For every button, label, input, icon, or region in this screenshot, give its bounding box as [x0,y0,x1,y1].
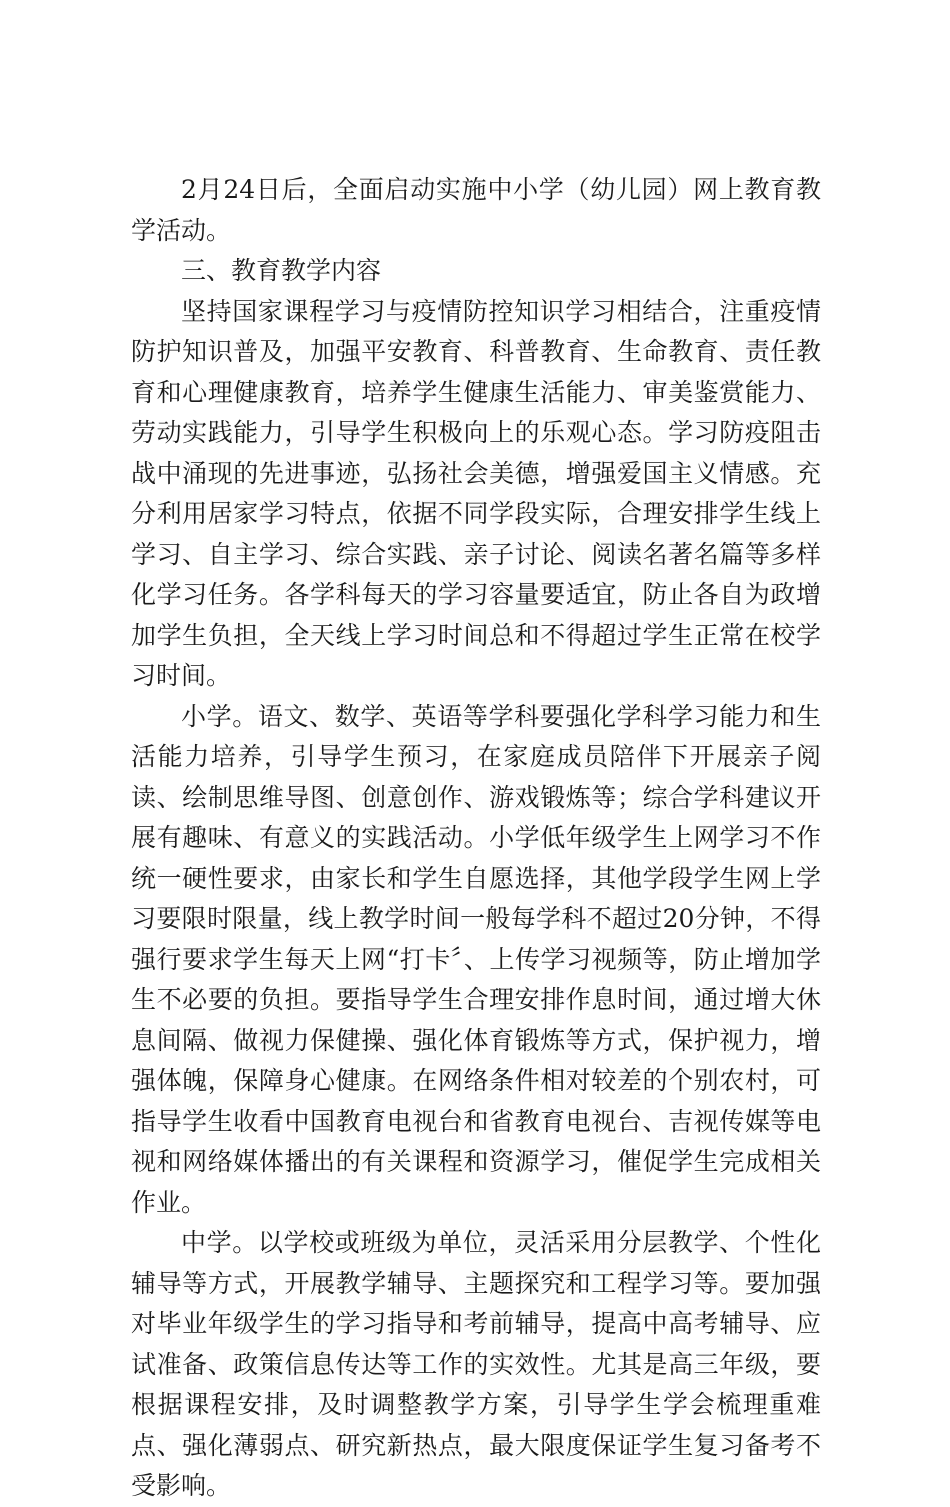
document-body [131,170,821,1507]
paragraph-primary-school: 小学。语文、数学、英语等学科要强化学科学习能力和生活能力培养，引导学生预习，在家庭成员陪伴下开展亲子阅读、绘制思维导图、创意创作、游戏锻炼等；综合学科建议开展有趣味、有意义的实践活动。小学低年级学生上网学习不作统一硬性要求，由家长和学生自愿选择，其他学段学生网上学习要限时限量，线上教学时间一般每学科不超过20分钟，不得强行要求学生每天上网“打卡〞、上传学习视频等，防止增加学生不必要的负担。要指导学生合理安排作息时间，通过增大休息间隔、做视力保健操、强化体育锻炼等方式，保护视力，增强体魄，保障身心健康。在网络条件相对较差的个别农村，可指导学生收看中国教育电视台和省教育电视台、吉视传媒等电视和网络媒体播出的有关课程和资源学习，催促学生完成相关作业。 [131,701,821,1217]
paragraph-start-date: 2月24日后，全面启动实施中小学（幼儿园）网上教育教学活动。 [131,175,821,245]
paragraph-secondary-school: 中学。以学校或班级为单位，灵活采用分层教学、个性化辅导等方式，开展教学辅导、主题探究和工程学习等。要加强对毕业年级学生的学习指导和考前辅导，提高中高考辅导、应试准备、政策信息传达等工作的实效性。尤其是高三年级，要根据课程安排，及时调整教学方案，引导学生学会梳理重难点、强化薄弱点、研究新热点，最大限度保证学生复习备考不受影响。 [131,1228,821,1500]
section-heading-content: 三、教育教学内容 [181,256,382,285]
paragraph-overview: 坚持国家课程学习与疫情防控知识学习相结合，注重疫情防护知识普及，加强平安教育、科普教育、生命教育、责任教育和心理健康教育，培养学生健康生活能力、审美鉴赏能力、劳动实践能力，引导学生积极向上的乐观心态。学习防疫阻击战中涌现的先进事迹，弘扬社会美德，增强爱国主义情感。充分利用居家学习特点，依据不同学段实际，合理安排学生线上学习、自主学习、综合实践、亲子讨论、阅读名著名篇等多样化学习任务。各学科每天的学习容量要适宜，防止各自为政增加学生负担，全天线上学习时间总和不得超过学生正常在校学习时间。 [131,296,821,690]
